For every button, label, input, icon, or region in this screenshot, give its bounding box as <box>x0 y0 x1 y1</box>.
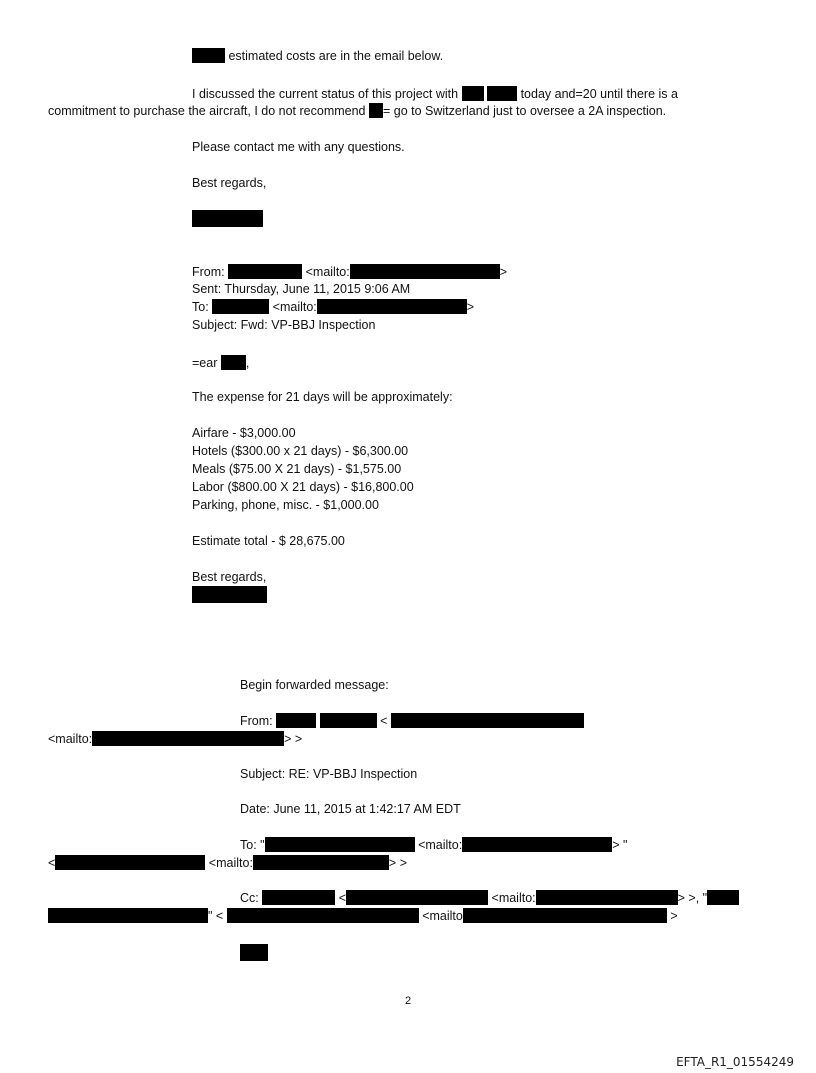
redaction <box>192 48 225 63</box>
expense-item-labor: Labor ($800.00 X 21 days) - $16,800.00 <box>192 480 414 494</box>
redaction <box>227 908 419 923</box>
forwarded-date-line: Date: June 11, 2015 at 1:42:17 AM EDT <box>240 802 461 816</box>
expense-item-meals: Meals ($75.00 X 21 days) - $1,575.00 <box>192 462 402 476</box>
forwarded-cc-line: Cc: < <mailto: > >, " <box>240 890 739 906</box>
redaction <box>462 837 612 852</box>
redaction <box>391 713 584 728</box>
redaction <box>253 855 389 870</box>
fwd1-greeting: =ear , <box>192 356 250 370</box>
redaction <box>707 890 739 905</box>
intro-costs-line: estimated costs are in the email below. <box>192 48 443 64</box>
redaction <box>463 908 667 923</box>
redaction <box>487 86 517 101</box>
redaction <box>536 890 678 905</box>
redaction <box>350 264 500 279</box>
expense-item-parking: Parking, phone, misc. - $1,000.00 <box>192 498 379 512</box>
intro-regards: Best regards, <box>192 176 267 190</box>
fwd1-sent-line: Sent: Thursday, June 11, 2015 9:06 AM <box>192 282 411 296</box>
redaction <box>92 731 284 746</box>
forwarded-to-cont-line: < <mailto: > > <box>48 856 407 870</box>
page-number: 2 <box>404 995 412 1007</box>
redaction <box>228 264 302 279</box>
estimate-total: Estimate total - $ 28,675.00 <box>192 534 345 548</box>
redaction <box>346 890 488 905</box>
fwd1-to-line: To: <mailto: > <box>192 300 475 314</box>
redaction <box>221 355 246 370</box>
forwarded-begin: Begin forwarded message: <box>240 678 389 692</box>
redaction <box>369 103 383 118</box>
forwarded-to-line: To: " <mailto: > " <box>240 838 628 852</box>
redaction <box>462 86 484 101</box>
fwd1-subject-line: Subject: Fwd: VP-BBJ Inspection <box>192 318 376 332</box>
fwd1-expense-intro: The expense for 21 days will be approximately: <box>192 390 453 404</box>
forwarded-subject-line: Subject: RE: VP-BBJ Inspection <box>240 767 418 781</box>
fwd1-regards: Best regards, <box>192 570 267 584</box>
fwd1-from-line: From: <mailto: > <box>192 265 508 279</box>
redaction <box>265 837 415 852</box>
expense-item-hotels: Hotels ($300.00 x 21 days) - $6,300.00 <box>192 444 409 458</box>
signature-redaction <box>192 210 263 228</box>
expense-item-airfare: Airfare - $3,000.00 <box>192 426 296 440</box>
redaction <box>276 713 316 728</box>
intro-commitment-line: commitment to purchase the aircraft, I do not recommend = go to Switzerland just to oversee a 2A inspection. <box>48 104 667 118</box>
redaction <box>55 855 205 870</box>
document-id: EFTA_R1_01554249 <box>676 1055 794 1069</box>
redaction <box>317 299 467 314</box>
signature-redaction <box>192 586 267 604</box>
redaction <box>48 908 208 923</box>
intro-discussed-line: I discussed the current status of this project with today and=20 until there is a <box>192 87 678 101</box>
forwarded-from-line: From: < <box>240 713 584 729</box>
redaction <box>262 890 335 905</box>
redaction <box>212 299 269 314</box>
signature-redaction <box>240 944 268 962</box>
forwarded-cc-cont-line: " < <mailto > <box>48 908 678 924</box>
intro-contact-line: Please contact me with any questions. <box>192 140 405 154</box>
forwarded-from-mailto-line: <mailto: > > <box>48 732 303 746</box>
redaction <box>320 713 377 728</box>
